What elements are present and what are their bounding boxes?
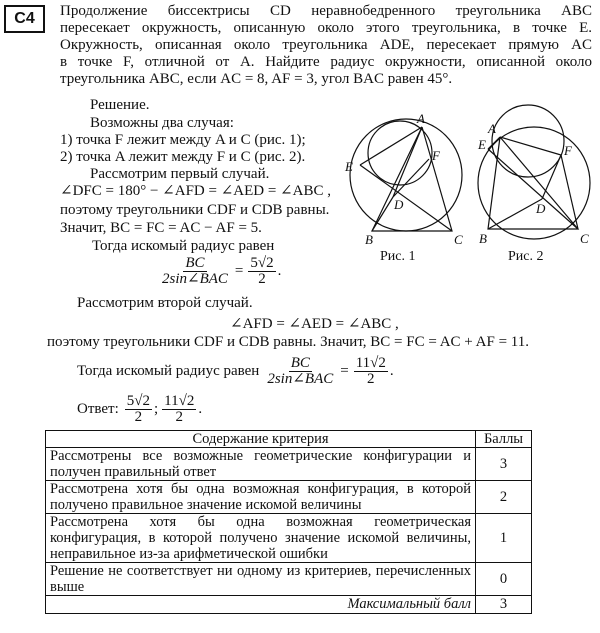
- radius-intro-1: Тогда искомый радиус равен: [92, 238, 275, 254]
- radius-intro-2: Тогда искомый радиус равен: [77, 363, 260, 379]
- criteria-header-description: Содержание критерия: [46, 431, 476, 448]
- fraction-numerator: BC: [185, 255, 205, 271]
- figures: [338, 103, 600, 265]
- fraction-denominator: 2sin∠BAC: [162, 271, 228, 287]
- solution-title: Решение.: [90, 97, 150, 113]
- line-ce: [488, 149, 578, 229]
- table-row: [46, 514, 532, 563]
- criterion-description: Решение не соответствует ни одному из критериев, перечисленных выше: [46, 563, 476, 596]
- point-f-label: F: [432, 148, 440, 163]
- answer-separator: ;: [154, 401, 159, 417]
- fraction-denominator: 2: [134, 409, 143, 425]
- segment-cf: [561, 155, 578, 229]
- triangle-abc: [372, 127, 452, 231]
- point-c-label: C: [580, 231, 589, 246]
- radius-line-2: Тогда искомый радиус равен $\frac{BC}{\text{2sin∠BAC}}$ = $\frac{11√2}{2}$ .: [77, 355, 394, 387]
- triangles-equal-1: поэтому треугольники CDF и CDB равны.: [60, 202, 330, 218]
- criteria-header-points: Баллы: [476, 431, 532, 448]
- result-fraction: [354, 356, 388, 387]
- criterion-points: 3: [476, 448, 532, 481]
- point-c-label: C: [454, 232, 463, 247]
- problem-line: пересекает окружность, описанную около этого треугольника, в точке E.: [60, 20, 592, 36]
- circle-ade: [368, 121, 432, 185]
- figure-1-labels: [344, 111, 463, 264]
- problem-line: Окружность, описанная около треугольника ADE, пересекает прямую AC: [60, 37, 592, 53]
- segment-af: [500, 137, 561, 155]
- answer-fraction-2: [162, 394, 196, 425]
- criteria-header-row: [46, 431, 532, 448]
- answer-fraction-1: [125, 394, 152, 425]
- task-number-badge: C4: [4, 5, 45, 33]
- fraction-denominator: 2: [258, 271, 266, 287]
- answer: Ответ: $\frac{5√2}{2}$ ; $\frac{11√2}{2}$ .: [77, 393, 203, 425]
- point-d-label: D: [536, 201, 546, 216]
- fraction-denominator: 2: [367, 371, 375, 387]
- formula-fraction: [160, 256, 230, 287]
- table-row: [46, 448, 532, 481]
- point-a-label: A: [488, 121, 496, 136]
- problem-line: в точке F, отличной от A. Найдите радиус окружности, описанной около: [60, 54, 592, 70]
- triangles-equal-2: поэтому треугольники CDF и CDB равны. Значит, BC = FC = AC + AF = 11.: [47, 334, 529, 350]
- angles-equality-2: ∠AFD = ∠AED = ∠ABC ,: [230, 316, 399, 332]
- criterion-points: 2: [476, 481, 532, 514]
- criterion-points: 0: [476, 563, 532, 596]
- criterion-points: 1: [476, 514, 532, 563]
- circumcircle-abc: [350, 119, 462, 231]
- circumcircle-abc: [478, 127, 590, 239]
- formula-fraction: [265, 356, 335, 387]
- fraction-denominator: 2: [175, 409, 184, 425]
- point-d-label: D: [394, 197, 404, 212]
- table-row: [46, 481, 532, 514]
- point-e-label: E: [478, 137, 486, 152]
- max-score-label: Максимальный балл: [46, 596, 476, 614]
- conclusion-1: Значит, BC = FC = AC − AF = 5.: [60, 220, 262, 236]
- segment-ad: [393, 127, 422, 197]
- figure-1: [350, 119, 462, 231]
- point-f-label: F: [564, 143, 572, 158]
- problem-line: треугольника ABC, если AC = 8, AF = 3, угол BAC равен 45°.: [60, 71, 453, 87]
- fraction-numerator: BC: [290, 355, 310, 371]
- criterion-description: Рассмотрена хотя бы одна возможная конфигурация, в которой получено правильное значение искомой величины: [46, 481, 476, 514]
- criteria-table: [45, 430, 532, 614]
- second-case-heading: Рассмотрим второй случай.: [77, 295, 253, 311]
- figure-2-caption: Рис. 2: [508, 249, 544, 264]
- segment-bd: [488, 199, 542, 229]
- first-case-heading: Рассмотрим первый случай.: [90, 166, 270, 182]
- point-b-label: B: [479, 231, 487, 246]
- table-row: [46, 563, 532, 596]
- radius-formula-1: $\frac{BC}{\text{2sin∠BAC}}$ = $\frac{5√2}{2}$ .: [162, 255, 282, 287]
- segment-df: [542, 155, 561, 199]
- fraction-numerator: 5√2: [126, 393, 150, 409]
- fraction-numerator: 5√2: [250, 255, 274, 271]
- problem-line: Продолжение биссектрисы CD неравнобедренного треугольника ABC: [60, 3, 592, 19]
- answer-label: Ответ:: [77, 401, 119, 417]
- case-2: 2) точка A лежит между F и C (рис. 2).: [60, 149, 306, 165]
- point-b-label: B: [365, 232, 373, 247]
- point-a-label: A: [417, 111, 425, 126]
- cases-intro: Возможны два случая:: [90, 115, 234, 131]
- figure-1-caption: Рис. 1: [380, 249, 416, 264]
- max-score-value: 3: [476, 596, 532, 614]
- case-1: 1) точка F лежит между A и C (рис. 1);: [60, 132, 306, 148]
- max-score-row: [46, 596, 532, 614]
- fraction-numerator: 11√2: [355, 355, 386, 371]
- angles-equality-1: ∠DFC = 180° − ∠AFD = ∠AED = ∠ABC ,: [60, 183, 331, 199]
- criterion-description: Рассмотрены все возможные геометрические конфигурации и получен правильный ответ: [46, 448, 476, 481]
- fraction-denominator: 2sin∠BAC: [267, 371, 334, 387]
- result-fraction: [248, 256, 275, 287]
- fraction-numerator: 11√2: [164, 393, 195, 409]
- criterion-description: Рассмотрена хотя бы одна возможная геометрическая конфигурация, в которой получено значение искомой величины, неправильное из-за арифметической ошибки: [46, 514, 476, 563]
- segment-df: [393, 159, 429, 197]
- point-e-label: E: [345, 159, 353, 174]
